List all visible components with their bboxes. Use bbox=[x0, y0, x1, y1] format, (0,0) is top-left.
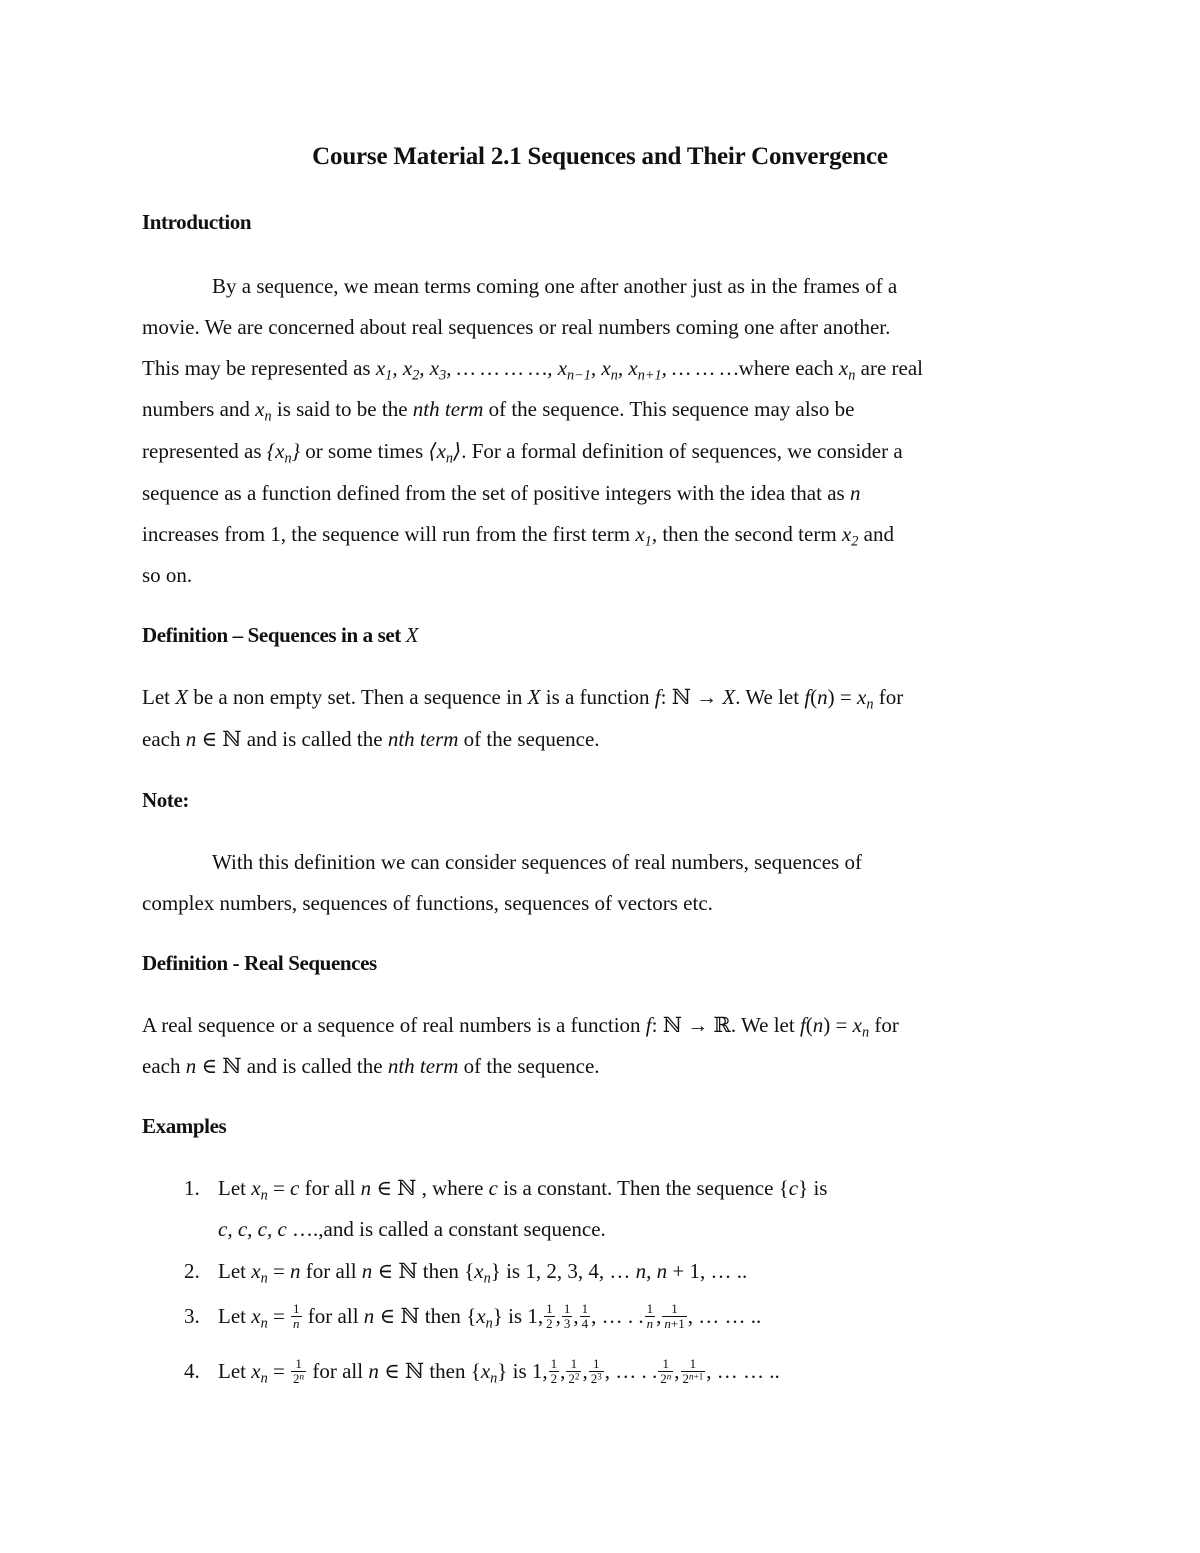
intro-line-5: represented as $\{x_n\}$ or some times $⟨x_n⟩$. For a formal definition of sequences, we consider a bbox=[142, 439, 903, 467]
note-heading: Note: bbox=[142, 788, 189, 812]
page-title: Course Material 2.1 Sequences and Their Convergence bbox=[312, 143, 888, 170]
definition-set-heading: Definition – Sequences in a set X bbox=[142, 623, 419, 647]
introduction-heading: Introduction bbox=[142, 210, 252, 234]
example-number-2: 2. bbox=[184, 1259, 200, 1283]
intro-line-8: so on. bbox=[142, 563, 193, 587]
def-set-line-2: each n ∈ ℕ and is called the nth term of the sequence. bbox=[142, 727, 600, 751]
example-number-3: 3. bbox=[184, 1304, 200, 1328]
def-real-line-1: A real sequence or a sequence of real numbers is a function f: ℕ → ℝ. We let $f(n) = x_n$ for bbox=[142, 1013, 899, 1041]
intro-line-2: movie. We are concerned about real sequences or real numbers coming one after another. bbox=[142, 315, 891, 339]
example-3-line: Let $x_n$ = $\frac{1}{n}$ for all n ∈ ℕ then $\{x_n\}$ is 1, $\frac{1}{2}$ , $\frac{1}{3}$ , $\frac{1}{4}$ , … . . $\frac{1}{n}$ , $\frac{1}{n+1}$ , … … .. bbox=[218, 1300, 762, 1332]
definition-real-heading: Definition - Real Sequences bbox=[142, 951, 377, 975]
intro-line-3: This may be represented as $x_1$, $x_2$, $x_3$, … … … …, $x_{n-1}$, $x_n$, $x_{n+1}$, … … …where each $x_n$ are real bbox=[142, 356, 923, 384]
def-set-line-1: Let X be a non empty set. Then a sequence in X is a function f: ℕ → X. We let $f(n) = x_n$ for bbox=[142, 685, 904, 713]
example-2-line: Let $x_n = n$ for all n ∈ ℕ then $\{x_n\}$ is 1, 2, 3, 4, … n, n + 1, … .. bbox=[218, 1259, 748, 1287]
intro-line-1: By a sequence, we mean terms coming one after another just as in the frames of a bbox=[212, 274, 898, 298]
examples-heading: Examples bbox=[142, 1114, 227, 1138]
example-1-line-2: c, c, c, c ….,and is called a constant sequence. bbox=[218, 1217, 606, 1241]
note-line-2: complex numbers, sequences of functions, sequences of vectors etc. bbox=[142, 891, 713, 915]
example-4-line: Let $x_n$ = $\frac{1}{2^n}$ for all n ∈ ℕ then $\{x_n\}$ is 1, $\frac{1}{2}$ , $\frac{1}{2^2}$ , $\frac{1}{2^3}$ , … . . $\frac{1}{2^n}$ , $\frac{1}{2^{n+1}}$ , … … .. bbox=[218, 1355, 780, 1387]
note-line-1: With this definition we can consider sequences of real numbers, sequences of bbox=[212, 850, 862, 874]
example-1-line-1: Let $x_n = c$ for all n ∈ ℕ , where c is a constant. Then the sequence {c} is bbox=[218, 1176, 828, 1204]
def-real-line-2: each n ∈ ℕ and is called the nth term of the sequence. bbox=[142, 1054, 600, 1078]
intro-line-4: numbers and $x_n$ is said to be the nth term of the sequence. This sequence may also be bbox=[142, 397, 855, 425]
example-number-4: 4. bbox=[184, 1359, 200, 1383]
example-number-1: 1. bbox=[184, 1176, 200, 1200]
intro-line-7: increases from 1, the sequence will run from the first term $x_1$, then the second term $x_2$ and bbox=[142, 522, 894, 550]
intro-line-6: sequence as a function defined from the set of positive integers with the idea that as n bbox=[142, 481, 861, 505]
